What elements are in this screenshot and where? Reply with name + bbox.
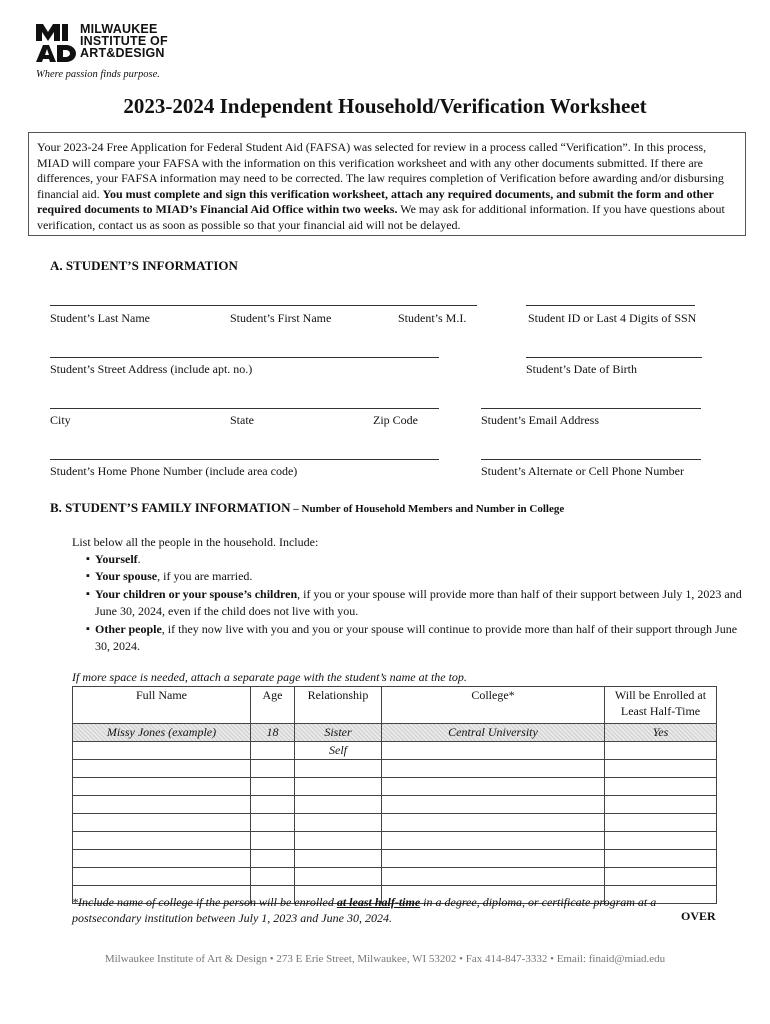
table-cell-input[interactable] (73, 868, 251, 886)
list-item-text: . (137, 552, 141, 566)
col-header-college: College* (382, 687, 605, 724)
table-cell-input[interactable] (251, 868, 295, 886)
col-header-age: Age (251, 687, 295, 724)
logo-line: INSTITUTE OF (80, 34, 168, 48)
table-cell-input[interactable] (251, 796, 295, 814)
first-name-label: Student’s First Name (230, 311, 332, 325)
table-cell-input[interactable] (73, 742, 251, 760)
last-name-label: Student’s Last Name (50, 311, 150, 325)
list-item-bold: Your spouse (95, 569, 158, 584)
table-cell-input[interactable] (73, 832, 251, 850)
table-cell-input[interactable] (295, 868, 382, 886)
logo-line: MILWAUKEE (80, 22, 158, 36)
list-item-bold: Other people (95, 621, 162, 636)
table-cell-input[interactable] (382, 850, 605, 868)
example-relationship: Sister (295, 724, 382, 742)
address-label: Student’s Street Address (include apt. no.) (50, 362, 253, 376)
email-field-line[interactable] (481, 408, 701, 409)
household-include-list (86, 551, 746, 655)
tagline: Where passion finds purpose. (36, 69, 160, 80)
list-item-bold: Yourself (95, 552, 138, 566)
table-cell-input[interactable] (73, 814, 251, 832)
address-field-line[interactable] (50, 357, 439, 358)
table-row (73, 796, 717, 814)
state-label: State (230, 413, 254, 427)
table-row-example (73, 724, 717, 742)
col-header-half-time: Will be Enrolled at Least Half-Time (605, 687, 717, 724)
example-name: Missy Jones (example) (73, 724, 251, 742)
footnote-emphasis: at least half-time (336, 895, 421, 909)
alt-phone-label: Student’s Alternate or Cell Phone Number (481, 464, 684, 478)
table-cell-input[interactable] (382, 832, 605, 850)
table-cell-input[interactable] (605, 778, 717, 796)
footnote-text: *Include name of college if the person will be enrolled (72, 895, 337, 909)
table-row (73, 814, 717, 832)
table-row-self (73, 742, 717, 760)
dob-field-line[interactable] (526, 357, 702, 358)
section-a-heading: A. STUDENT’S INFORMATION (50, 258, 238, 273)
household-table (72, 686, 717, 904)
logo-wordmark (80, 23, 168, 59)
table-cell-input[interactable] (73, 850, 251, 868)
example-age: 18 (251, 724, 295, 742)
city-label: City (50, 413, 71, 427)
page-title: 2023-2024 Independent Household/Verification Worksheet (123, 94, 647, 118)
name-field-line[interactable] (50, 305, 477, 306)
email-label: Student’s Email Address (481, 413, 599, 427)
table-cell-input[interactable] (605, 760, 717, 778)
list-item (86, 568, 746, 585)
table-cell-input[interactable] (382, 868, 605, 886)
intro-text: Your 2023-24 Free Application for Federal Student Aid (FAFSA) was selected for review in a process called “Verification”. In this process, MIAD will compare your FAFSA with the information on this verification worksheet and with any other documents submitted. If there are differences, your FAFSA information may need to be corrected. The law requires completion of Verification before awarding and/or disbursing financial aid. (37, 140, 724, 201)
dob-label: Student’s Date of Birth (526, 362, 637, 376)
city-state-zip-field-line[interactable] (50, 408, 439, 409)
table-cell-input[interactable] (251, 760, 295, 778)
over-indicator: OVER (681, 909, 716, 923)
college-footnote (72, 894, 722, 926)
table-cell-input[interactable] (251, 850, 295, 868)
table-cell-input[interactable] (382, 796, 605, 814)
list-item (86, 621, 746, 656)
extra-space-note: If more space is needed, attach a separate page with the student’s name at the top. (72, 670, 467, 684)
mi-label: Student’s M.I. (398, 311, 467, 325)
list-item-bold: Your children or your spouse’s children (95, 586, 298, 601)
logo-line: ART&DESIGN (80, 46, 165, 60)
table-cell-input[interactable] (382, 760, 605, 778)
table-cell-input[interactable] (295, 814, 382, 832)
student-id-field-line[interactable] (526, 305, 695, 306)
home-phone-field-line[interactable] (50, 459, 439, 460)
alt-phone-field-line[interactable] (481, 459, 701, 460)
section-b-heading (50, 500, 564, 516)
table-row (73, 868, 717, 886)
col-header-full-name: Full Name (73, 687, 251, 724)
household-list-intro: List below all the people in the household. Include: (72, 535, 319, 549)
table-cell-input[interactable] (605, 850, 717, 868)
home-phone-label: Student’s Home Phone Number (include area code) (50, 464, 298, 478)
table-cell-input[interactable] (605, 796, 717, 814)
miad-logo (36, 24, 76, 62)
table-cell-input[interactable] (295, 832, 382, 850)
table-row (73, 832, 717, 850)
footnote-text-end: in a degree, diploma, or certificate program at a postsecondary institution between July 1, 2023 and June 30, 2024. (72, 895, 657, 925)
list-item (86, 551, 746, 568)
table-cell-input[interactable] (295, 760, 382, 778)
section-b-title: B. STUDENT’S FAMILY INFORMATION (50, 500, 291, 515)
table-cell-input[interactable] (73, 778, 251, 796)
page-footer: Milwaukee Institute of Art & Design • 273 E Erie Street, Milwaukee, WI 53202 • Fax 414-847-3332 • Email: finaid@miad.edu (104, 953, 666, 965)
table-row (73, 850, 717, 868)
example-college: Central University (382, 724, 605, 742)
table-cell-input[interactable] (251, 742, 295, 760)
table-cell-input[interactable] (73, 760, 251, 778)
student-id-label: Student ID or Last 4 Digits of SSN (528, 311, 697, 325)
table-cell-input[interactable] (605, 814, 717, 832)
intro-bold-text: You must complete and sign this verification worksheet, attach any required documents, and submit the form and other required documents to MIAD’s Financial Aid Office within two weeks. (37, 186, 714, 217)
list-item-text: , if you or your spouse will provide more than half of their support between July 1, 2023 and June 30, 2024, even if the child does not live with you. (95, 586, 742, 619)
table-cell-input[interactable] (605, 868, 717, 886)
table-header-row (73, 687, 717, 724)
table-cell-input[interactable] (295, 796, 382, 814)
self-relationship: Self (295, 742, 382, 760)
table-cell-input[interactable] (251, 814, 295, 832)
section-b-subtitle: – Number of Household Members and Number in College (290, 503, 565, 515)
table-cell-input[interactable] (295, 778, 382, 796)
table-cell-input[interactable] (605, 742, 717, 760)
table-cell-input[interactable] (605, 832, 717, 850)
intro-text-end: We may ask for additional information. If you have questions about verification, contact us as soon as possible so that your financial aid will not be delayed. (37, 202, 725, 232)
table-cell-input[interactable] (251, 778, 295, 796)
table-row (73, 778, 717, 796)
list-item-text: , if they now live with you and you or your spouse will continue to provide more than half of their support through June 30, 2024. (95, 621, 738, 654)
col-header-relationship: Relationship (295, 687, 382, 724)
zip-label: Zip Code (373, 413, 418, 427)
table-cell-input[interactable] (382, 742, 605, 760)
intro-box (28, 132, 746, 236)
table-cell-input[interactable] (382, 814, 605, 832)
table-cell-input[interactable] (73, 796, 251, 814)
list-item-text: , if you are married. (157, 569, 253, 584)
table-cell-input[interactable] (295, 850, 382, 868)
table-cell-input[interactable] (382, 778, 605, 796)
example-half-time: Yes (605, 724, 717, 742)
table-cell-input[interactable] (251, 832, 295, 850)
list-item (86, 586, 746, 621)
table-row (73, 760, 717, 778)
